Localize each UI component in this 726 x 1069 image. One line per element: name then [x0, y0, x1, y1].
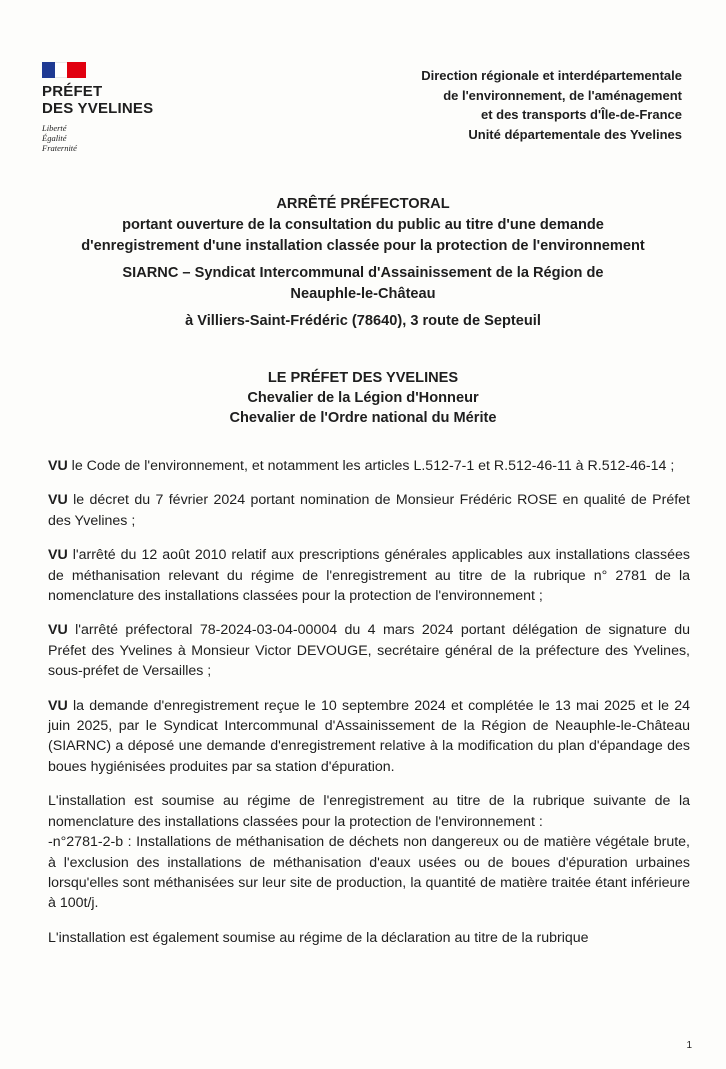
prefect-block: [40, 368, 686, 428]
prefect-title: LE PRÉFET DES YVELINES: [267, 370, 459, 386]
issuing-service-line3: et des transports d'Île-de-France: [480, 107, 682, 122]
installation-declaration: L'installation est également soumise au régime de la déclaration au titre de la rubrique: [48, 929, 589, 946]
issuing-service-line1: Direction régionale et interdépartementale: [421, 68, 682, 83]
vu-label: VU: [48, 458, 68, 474]
logo-title-line1: PRÉFET: [42, 83, 103, 100]
visa-text: l'arrêté préfectoral 78-2024-03-04-00004 du 4 mars 2024 portant délégation de signature du Préfet des Yvelines à Monsieur Victor DEVOUGE, secrétaire général de la préfecture des Yvelines, sous-préfet de Versailles ;: [48, 622, 690, 680]
decree-body: [48, 456, 690, 962]
republic-motto: [42, 123, 153, 153]
visa-paragraph: [48, 696, 690, 778]
marianne-flag-icon: [42, 62, 86, 78]
vu-label: VU: [48, 697, 68, 714]
motto-liberte: Liberté: [42, 123, 67, 133]
installation-rubric: -n°2781-2-b : Installations de méthanisation de déchets non dangereux ou de matière végétale brute, à l'exclusion des installations de méthanisation d'eaux usées ou de boues d'épuration urbaines lorsqu'elles sont méthanisées sur leur site de production, la quantité de matière traitée étant inférieure à 100t/j.: [48, 834, 690, 912]
visa-paragraph: [48, 456, 690, 476]
vu-label: VU: [48, 622, 68, 639]
prefect-honour-2: Chevalier de l'Ordre national du Mérite: [229, 410, 497, 426]
logo-title-line2: DES YVELINES: [42, 100, 154, 117]
motto-fraternite: Fraternité: [42, 143, 77, 153]
logo-title: [42, 83, 153, 117]
decree-title: [40, 194, 686, 332]
issuing-service-line4: Unité départementale des Yvelines: [468, 126, 682, 142]
vu-label: VU: [48, 492, 68, 509]
visa-paragraph: [48, 545, 690, 606]
decree-subject-line1: portant ouverture de la consultation du public au titre d'une demande: [122, 217, 604, 233]
issuing-service: [421, 66, 682, 144]
decree-subject-line2: d'enregistrement d'une installation classée pour la protection de l'environnement: [81, 238, 645, 254]
operator-address: à Villiers-Saint-Frédéric (78640), 3 route de Septeuil: [185, 313, 541, 329]
visa-text: le Code de l'environnement, et notamment les articles L.512-7-1 et R.512-46-11 à R.512-46-14 ;: [67, 458, 675, 474]
visa-text: la demande d'enregistrement reçue le 10 septembre 2024 et complétée le 13 mai 2025 et le 24 juin 2025, par le Syndicat Intercommunal d'Assainissement de la Région de Neauphle-le-Château (SIARNC) a déposé une demande d'enregistrement relative à la modification du plan d'épandage des boues hygiénisées produites par sa station d'épuration.: [48, 697, 690, 775]
prefect-honour-1: Chevalier de la Légion d'Honneur: [247, 390, 479, 406]
issuing-service-line2: de l'environnement, de l'aménagement: [443, 87, 682, 103]
prefecture-logo: [42, 62, 153, 153]
visa-text: le décret du 7 février 2024 portant nomination de Monsieur Frédéric ROSE en qualité de Préfet des Yvelines ;: [48, 492, 690, 529]
page-number: 1: [686, 1040, 692, 1051]
visa-paragraph: [48, 490, 690, 531]
motto-egalite: Égalité: [42, 133, 67, 143]
operator-name-line1: SIARNC – Syndicat Intercommunal d'Assainissement de la Région de: [122, 265, 604, 281]
visa-paragraph: [48, 620, 690, 681]
installation-intro: L'installation est soumise au régime de l'enregistrement au titre de la rubrique suivante de la nomenclature des installations classées pour la protection de l'environnement :: [48, 793, 690, 830]
vu-label: VU: [48, 547, 68, 564]
visa-text: l'arrêté du 12 août 2010 relatif aux prescriptions générales applicables aux installations classées de méthanisation relevant du régime de l'enregistrement au titre de la rubrique n° 2781 de la nomenclature des installations classées pour la protection de l'environnement ;: [48, 547, 690, 605]
operator-name-line2: Neauphle-le-Château: [290, 286, 436, 302]
decree-title-heading: ARRÊTÉ PRÉFECTORAL: [276, 196, 450, 212]
